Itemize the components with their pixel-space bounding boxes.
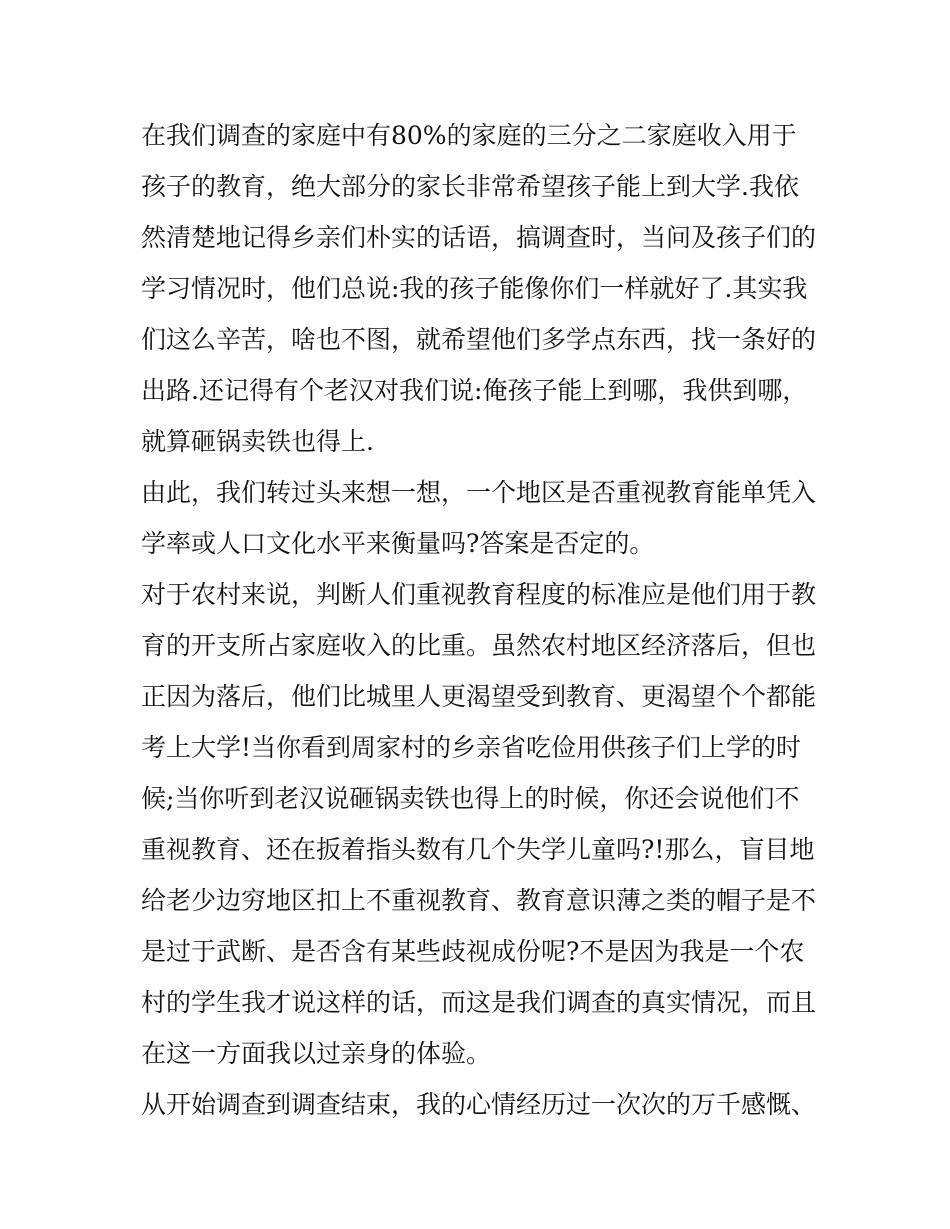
text-line: 候;当你听到老汉说砸锅卖铁也得上的时候，你还会说他们不 (141, 784, 800, 813)
text-line: 给老少边穷地区扣上不重视教育、教育意识薄之类的帽子是不 (141, 886, 817, 915)
text-line: 孩子的教育，绝大部分的家长非常希望孩子能上到大学.我依 (141, 172, 799, 201)
text-line: 然清楚地记得乡亲们朴实的话语，搞调查时，当问及孩子们的 (141, 223, 817, 252)
text-line: 育的开支所占家庭收入的比重。虽然农村地区经济落后，但也 (141, 631, 817, 660)
text-line: 从开始调查到调查结束，我的心情经历过一次次的万千感慨、 (141, 1090, 817, 1119)
body-text (141, 110, 821, 1130)
text-line: 重视教育、还在扳着指头数有几个失学儿童吗?!那么，盲目地 (141, 835, 815, 864)
text-line: 就算砸锅卖铁也得上. (141, 427, 374, 456)
text-line: 学习情况时，他们总说:我的孩子能像你们一样就好了.其实我 (141, 274, 808, 303)
text-line: 在这一方面我以过亲身的体验。 (141, 1039, 492, 1068)
text-line: 对于农村来说，判断人们重视教育程度的标准应是他们用于教 (141, 580, 817, 609)
text-line: 由此，我们转过头来想一想，一个地区是否重视教育能单凭入 (141, 478, 817, 507)
text-line: 学率或人口文化水平来衡量吗?答案是否定的。 (141, 529, 655, 558)
text-line: 是过于武断、是否含有某些歧视成份呢?不是因为我是一个农 (141, 937, 805, 966)
text-line: 村的学生我才说这样的话，而这是我们调查的真实情况，而且 (141, 988, 817, 1017)
text-line: 考上大学!当你看到周家村的乡亲省吃俭用供孩子们上学的时 (141, 733, 802, 762)
text-line: 在我们调查的家庭中有80%的家庭的三分之二家庭收入用于 (141, 121, 797, 150)
text-line: 正因为落后，他们比城里人更渴望受到教育、更渴望个个都能 (141, 682, 817, 711)
text-line: 出路.还记得有个老汉对我们说:俺孩子能上到哪，我供到哪， (141, 376, 808, 405)
text-line: 们这么辛苦，啥也不图，就希望他们多学点东西，找一条好的 (141, 325, 817, 354)
